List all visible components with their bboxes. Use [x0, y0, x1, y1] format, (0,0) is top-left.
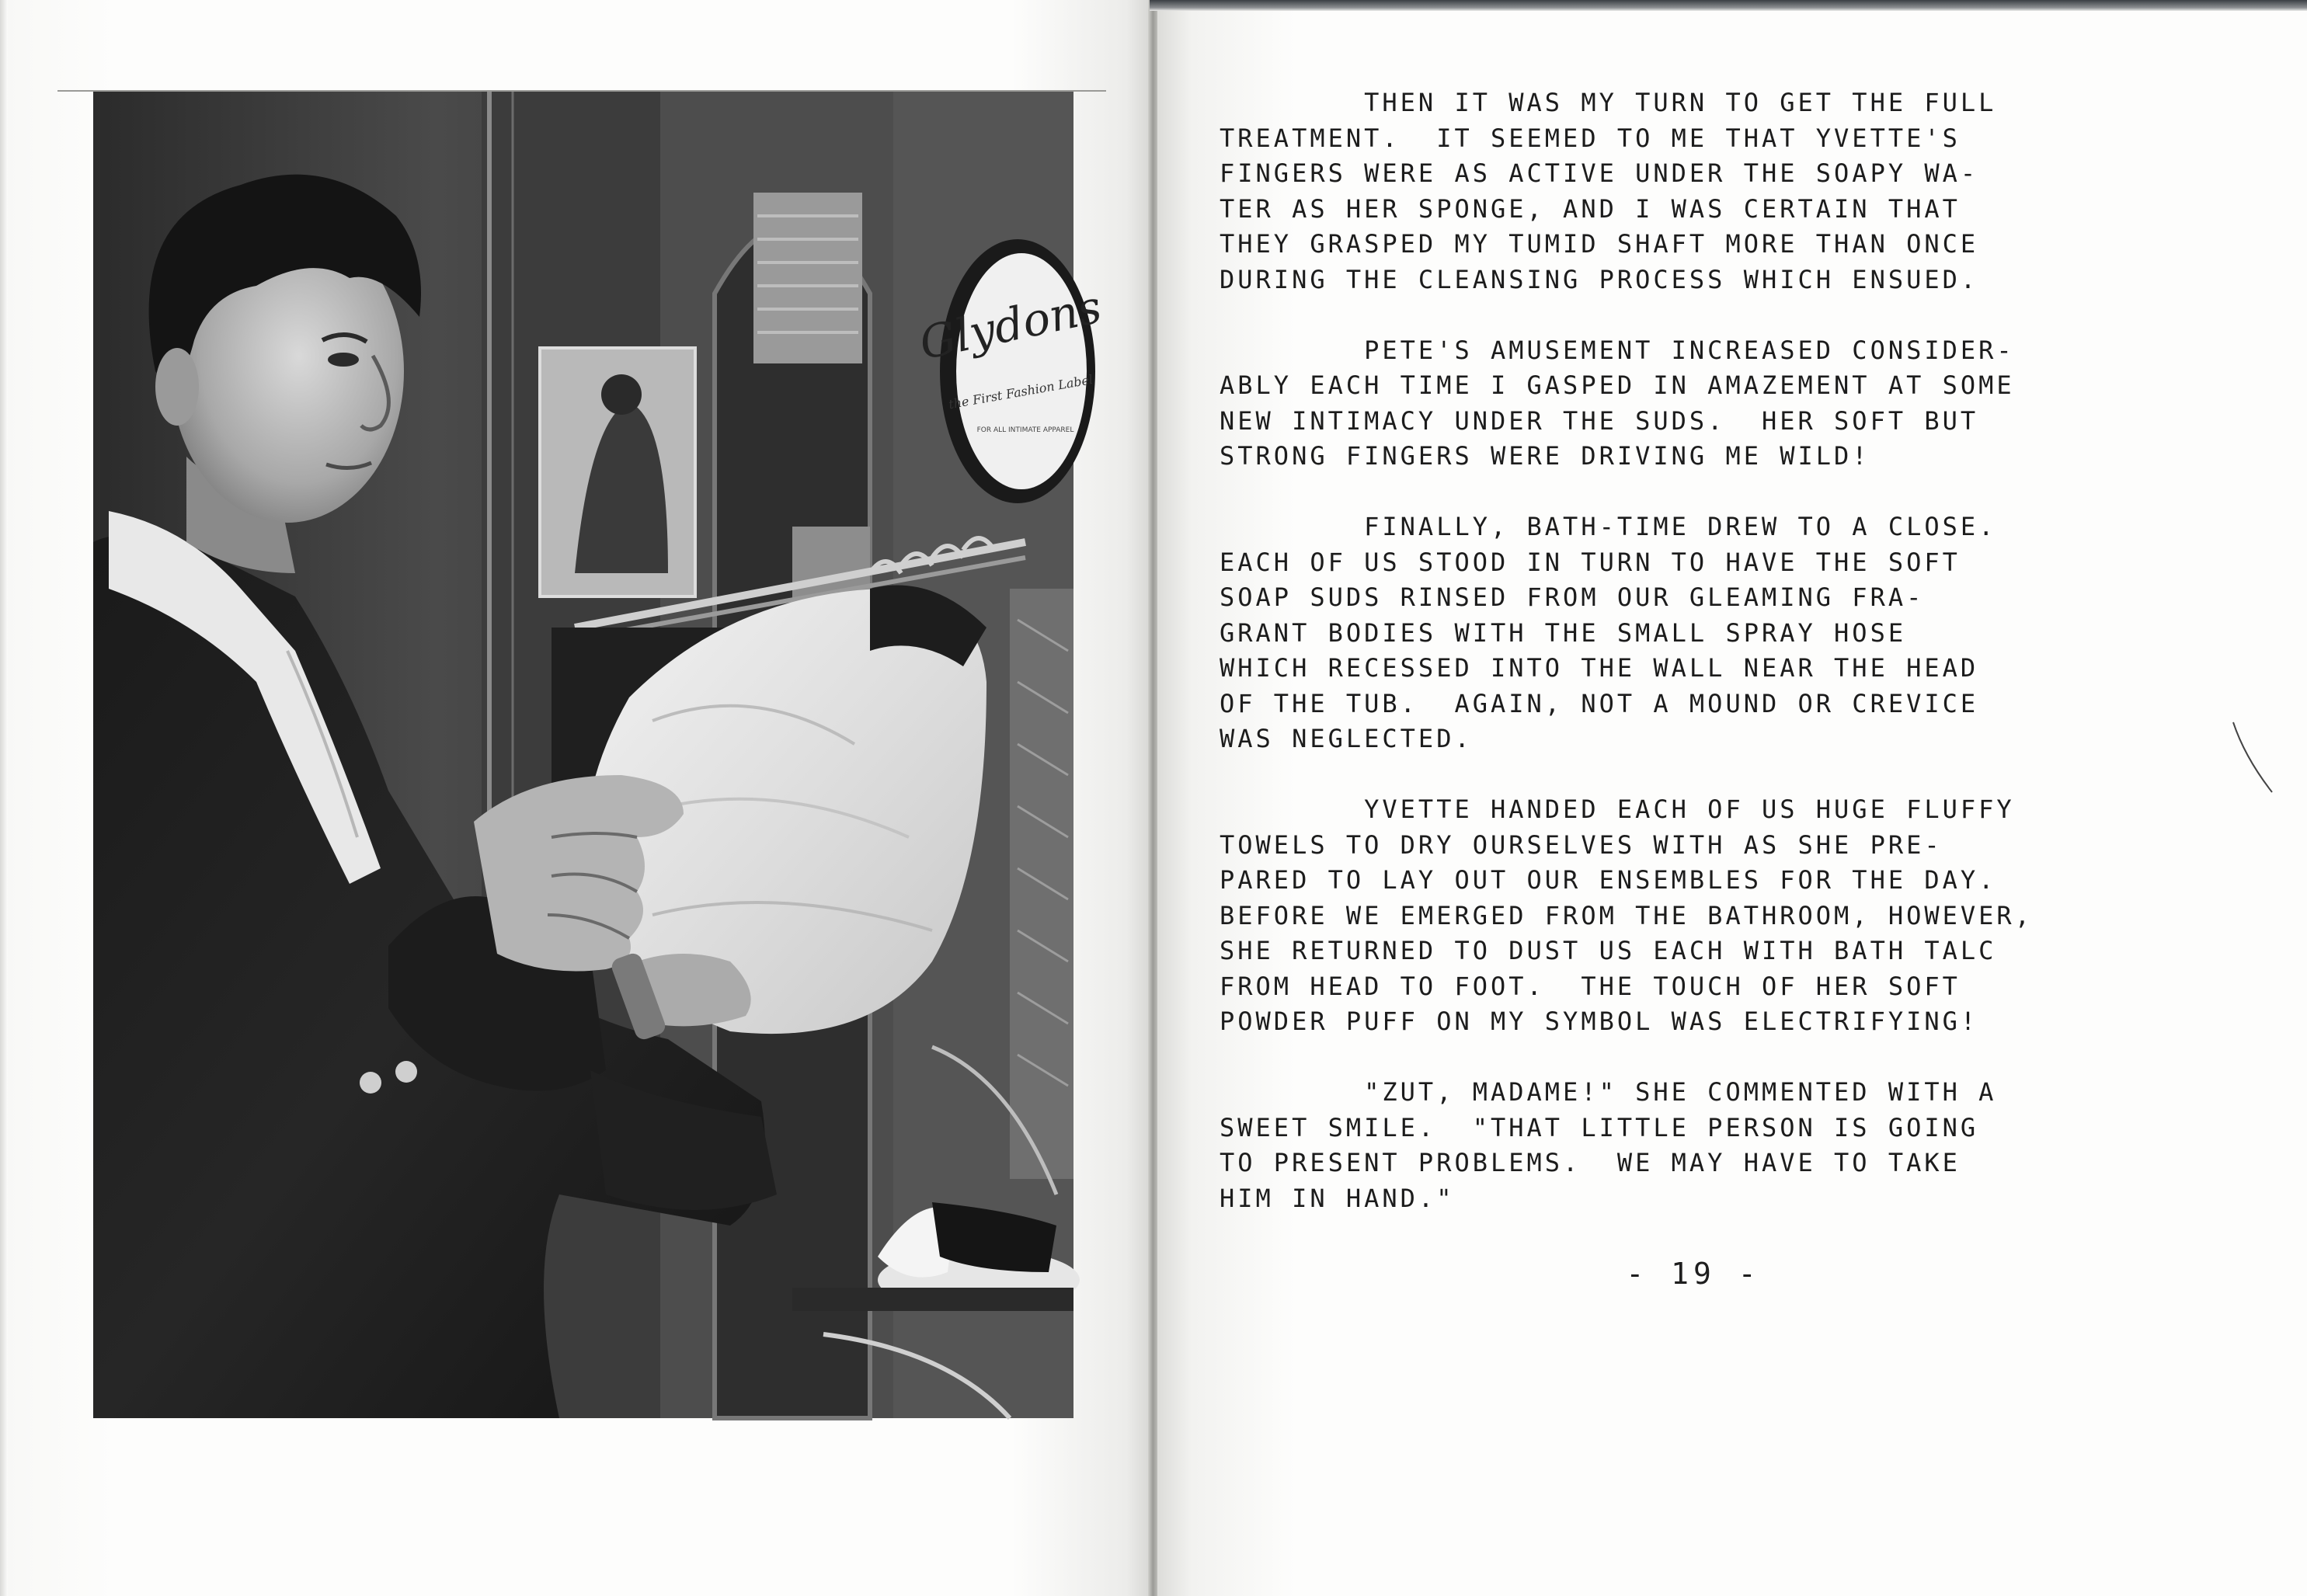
- paragraph: [1220, 333, 2190, 475]
- text-line: SWEET SMILE. "THAT LITTLE PERSON IS GOING: [1220, 1112, 1979, 1142]
- text-line: TOWELS TO DRY OURSELVES WITH AS SHE PRE-: [1220, 829, 1943, 860]
- text-line: TO PRESENT PROBLEMS. WE MAY HAVE TO TAKE: [1220, 1148, 1961, 1177]
- text-line: FINALLY, BATH-TIME DREW TO A CLOSE.: [1220, 512, 1997, 541]
- text-line: PETE'S AMUSEMENT INCREASED CONSIDER-: [1220, 335, 2015, 365]
- text-line: EACH OF US STOOD IN TURN TO HAVE THE SOFT: [1220, 547, 1961, 577]
- text-line: POWDER PUFF ON MY SYMBOL WAS ELECTRIFYING!: [1220, 1007, 1979, 1036]
- text-line: THEN IT WAS MY TURN TO GET THE FULL: [1220, 88, 1997, 117]
- paragraph: [1220, 1075, 2190, 1216]
- page-number: - 19 -: [1626, 1257, 1761, 1291]
- text-line: SHE RETURNED TO DUST US EACH WITH BATH TALC: [1220, 936, 1997, 965]
- paragraph: [1220, 85, 2190, 297]
- typed-text-block: [1220, 85, 2190, 1252]
- text-line: FROM HEAD TO FOOT. THE TOUCH OF HER SOFT: [1220, 971, 1961, 1001]
- text-line: THEY GRASPED MY TUMID SHAFT MORE THAN ONCE: [1220, 229, 1979, 259]
- text-line: BEFORE WE EMERGED FROM THE BATHROOM, HOWEVER,: [1220, 900, 2033, 930]
- sign-small-print: FOR ALL INTIMATE APPAREL: [976, 426, 1074, 434]
- text-line: TREATMENT. IT SEEMED TO ME THAT YVETTE'S: [1220, 123, 1961, 153]
- sign-brand: Glydons: [914, 280, 1106, 370]
- left-page: [0, 0, 1150, 1596]
- text-line: "ZUT, MADAME!" SHE COMMENTED WITH A: [1220, 1077, 1997, 1107]
- text-line: ABLY EACH TIME I GASPED IN AMAZEMENT AT SOME: [1220, 370, 2015, 400]
- text-line: OF THE TUB. AGAIN, NOT A MOUND OR CREVICE: [1220, 688, 1979, 718]
- text-line: SOAP SUDS RINSED FROM OUR GLEAMING FRA-: [1220, 582, 1925, 612]
- text-line: FINGERS WERE AS ACTIVE UNDER THE SOAPY WA-: [1220, 158, 1979, 188]
- top-edge-shadow: [1150, 0, 2307, 11]
- page-edge-shadow: [0, 0, 8, 1596]
- paragraph: [1220, 509, 2190, 757]
- sign-tagline: the First Fashion Label: [947, 371, 1094, 412]
- text-line: YVETTE HANDED EACH OF US HUGE FLUFFY: [1220, 795, 2015, 824]
- photograph-illustration: [93, 92, 1106, 1418]
- jacket-button: [360, 1072, 381, 1094]
- paragraph: [1220, 792, 2190, 1040]
- text-line: STRONG FINGERS WERE DRIVING ME WILD!: [1220, 441, 1870, 471]
- jacket-button: [395, 1061, 417, 1083]
- text-line: NEW INTIMACY UNDER THE SUDS. HER SOFT BUT: [1220, 405, 1979, 436]
- text-line: TER AS HER SPONGE, AND I WAS CERTAIN THAT: [1220, 193, 1961, 224]
- text-line: PARED TO LAY OUT OUR ENSEMBLES FOR THE DAY.: [1220, 865, 1997, 895]
- text-line: HIM IN HAND.": [1220, 1183, 1455, 1213]
- photograph: [93, 92, 1106, 1418]
- margin-pen-mark: [2229, 718, 2276, 796]
- text-line: DURING THE CLEANSING PROCESS WHICH ENSUED.: [1220, 264, 1979, 294]
- text-line: GRANT BODIES WITH THE SMALL SPRAY HOSE: [1220, 617, 1907, 648]
- text-line: WAS NEGLECTED.: [1220, 724, 1473, 753]
- text-line: WHICH RECESSED INTO THE WALL NEAR THE HEAD: [1220, 653, 1979, 683]
